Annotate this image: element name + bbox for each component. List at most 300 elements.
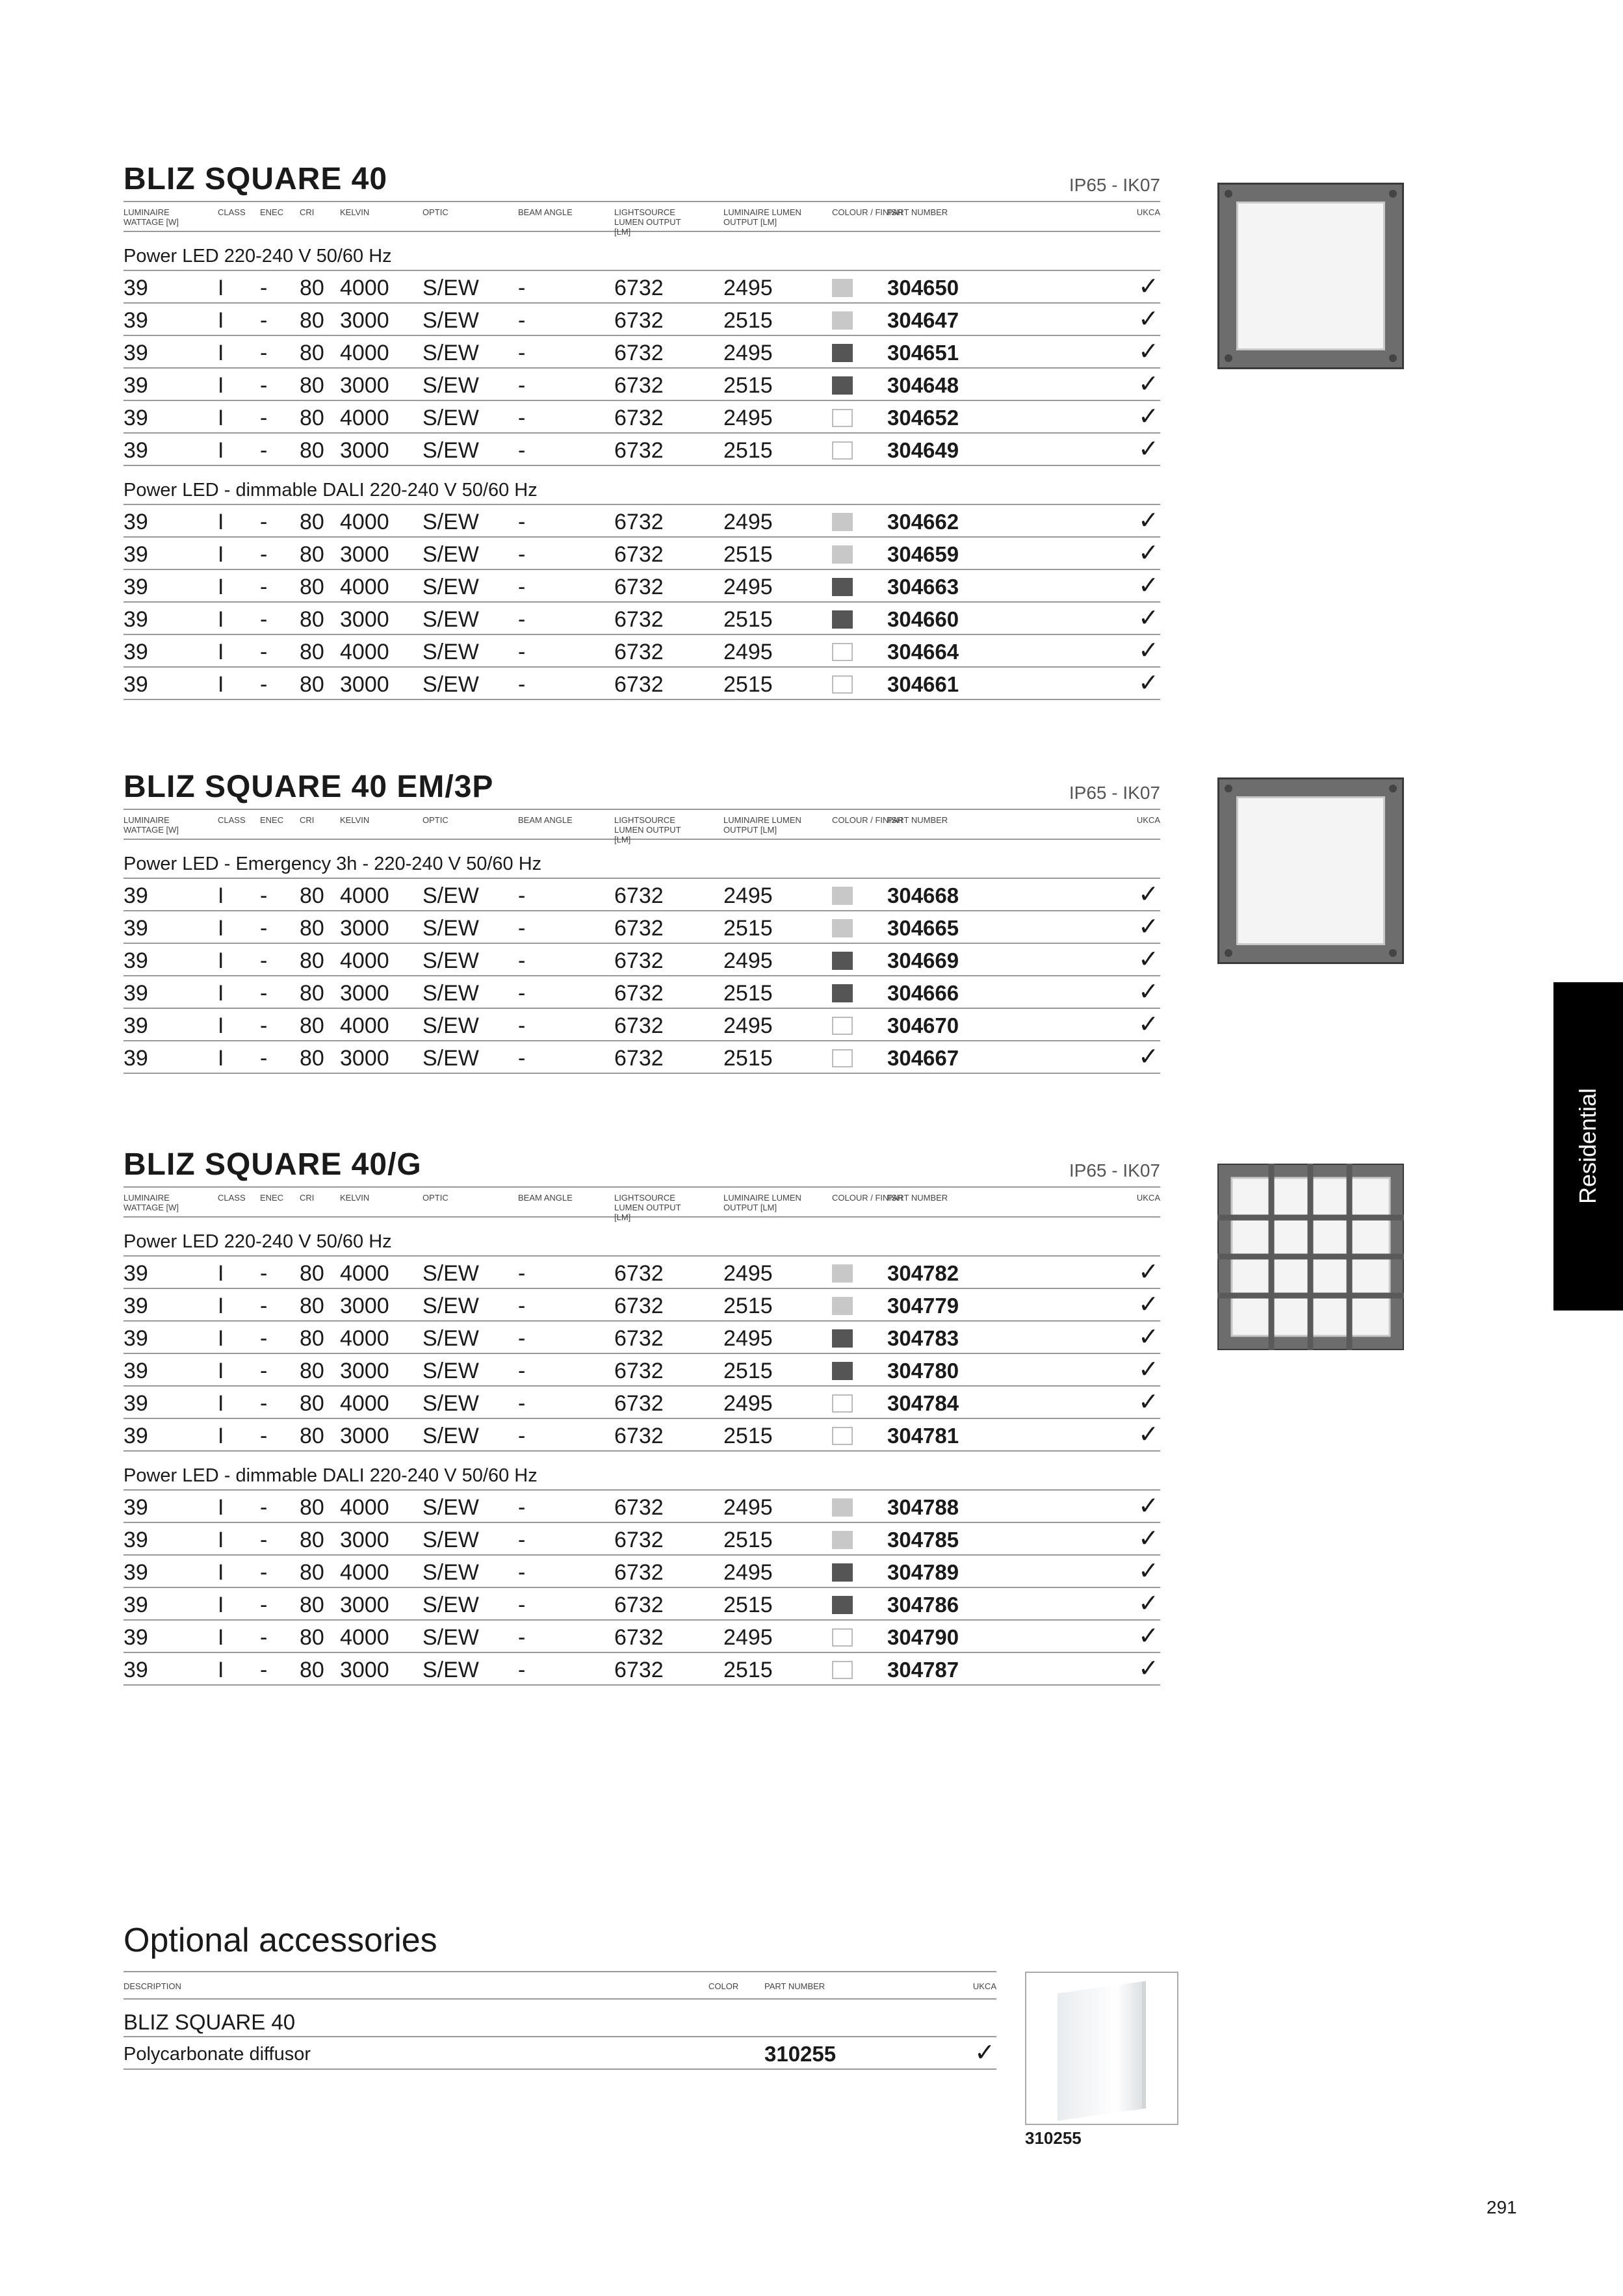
class-value: I <box>218 1495 224 1520</box>
kelvin-value: 4000 <box>340 1391 389 1416</box>
class-value: I <box>218 1391 224 1416</box>
kelvin-value: 4000 <box>340 1495 389 1520</box>
beam-angle-value: - <box>518 1294 526 1318</box>
wattage-value: 39 <box>123 438 148 463</box>
cri-value: 80 <box>300 1495 324 1520</box>
ukca-check-icon: ✓ <box>1138 1043 1159 1071</box>
table-row <box>123 944 1160 976</box>
cri-value: 80 <box>300 276 324 300</box>
ukca-check-icon: ✓ <box>1138 1356 1159 1383</box>
col-cri: CRI <box>300 1193 315 1203</box>
beam-angle-value: - <box>518 1593 526 1617</box>
luminaire-lumen-value: 2515 <box>723 438 773 463</box>
wattage-value: 39 <box>123 1424 148 1448</box>
kelvin-value: 4000 <box>340 1625 389 1650</box>
kelvin-value: 4000 <box>340 341 389 365</box>
ukca-check-icon: ✓ <box>1138 1558 1159 1585</box>
kelvin-value: 3000 <box>340 1658 389 1682</box>
optic-value: S/EW <box>422 1046 479 1071</box>
beam-angle-value: - <box>518 883 526 908</box>
col-enec: ENEC <box>260 815 284 825</box>
enec-value: - <box>260 542 268 567</box>
luminaire-lumen-value: 2515 <box>723 1294 773 1318</box>
colour-swatch <box>832 545 853 564</box>
part-number: 304786 <box>887 1593 959 1617</box>
column-header <box>123 810 1160 844</box>
table-row <box>123 1621 1160 1653</box>
beam-angle-value: - <box>518 1528 526 1552</box>
table-row <box>123 1354 1160 1387</box>
table-row <box>123 505 1160 538</box>
kelvin-value: 4000 <box>340 276 389 300</box>
colour-swatch <box>832 1661 853 1679</box>
cri-value: 80 <box>300 1326 324 1351</box>
colour-swatch <box>832 643 853 661</box>
col-optic: OPTIC <box>422 207 448 217</box>
cri-value: 80 <box>300 1424 324 1448</box>
beam-angle-value: - <box>518 542 526 567</box>
part-number: 304664 <box>887 640 959 664</box>
luminaire-lumen-value: 2515 <box>723 373 773 398</box>
screw <box>1389 949 1397 957</box>
accessory-photo-caption: 310255 <box>1025 2128 1082 2148</box>
optic-value: S/EW <box>422 1658 479 1682</box>
class-value: I <box>218 510 224 534</box>
colour-swatch <box>832 887 853 905</box>
page-number: 291 <box>1487 2197 1517 2217</box>
ukca-check-icon: ✓ <box>1138 540 1159 567</box>
optic-value: S/EW <box>422 883 479 908</box>
lightsource-lumen-value: 6732 <box>614 308 664 333</box>
optic-value: S/EW <box>422 1261 479 1286</box>
optic-value: S/EW <box>422 640 479 664</box>
ukca-check-icon: ✓ <box>1138 338 1159 365</box>
kelvin-value: 4000 <box>340 406 389 430</box>
table-row <box>123 1387 1160 1419</box>
luminaire-lumen-value: 2515 <box>723 607 773 632</box>
cri-value: 80 <box>300 640 324 664</box>
class-value: I <box>218 640 224 664</box>
optic-value: S/EW <box>422 542 479 567</box>
colour-swatch <box>832 984 853 1002</box>
optic-value: S/EW <box>422 276 479 300</box>
table-row <box>123 1009 1160 1041</box>
table-row <box>123 879 1160 911</box>
class-value: I <box>218 981 224 1006</box>
class-value: I <box>218 373 224 398</box>
ukca-check-icon: ✓ <box>1138 946 1159 973</box>
kelvin-value: 3000 <box>340 1424 389 1448</box>
beam-angle-value: - <box>518 1391 526 1416</box>
colour-swatch <box>832 1264 853 1283</box>
col-kelvin: KELVIN <box>340 815 370 825</box>
ukca-check-icon: ✓ <box>1138 1389 1159 1416</box>
table-row <box>123 1491 1160 1523</box>
screw <box>1389 354 1397 362</box>
class-value: I <box>218 948 224 973</box>
cri-value: 80 <box>300 607 324 632</box>
lightsource-lumen-value: 6732 <box>614 1391 664 1416</box>
screw <box>1389 190 1397 198</box>
luminaire-lumen-value: 2515 <box>723 542 773 567</box>
lightsource-lumen-value: 6732 <box>614 883 664 908</box>
beam-angle-value: - <box>518 1326 526 1351</box>
table-row <box>123 271 1160 304</box>
table-row <box>123 369 1160 401</box>
col-wattage: LUMINAIRE WATTAGE [W] <box>123 207 179 227</box>
colour-swatch <box>832 1394 853 1413</box>
kelvin-value: 3000 <box>340 438 389 463</box>
col-enec: ENEC <box>260 1193 284 1203</box>
table-row <box>123 538 1160 570</box>
luminaire-lumen-value: 2515 <box>723 1359 773 1383</box>
lightsource-lumen-value: 6732 <box>614 640 664 664</box>
part-number: 304667 <box>887 1046 959 1070</box>
col-class: CLASS <box>218 207 246 217</box>
luminaire-lumen-value: 2515 <box>723 308 773 333</box>
wattage-value: 39 <box>123 1528 148 1552</box>
product-group <box>123 1218 1160 1452</box>
luminaire-lumen-value: 2495 <box>723 1495 773 1520</box>
accessories-section <box>123 1910 996 2070</box>
colour-swatch <box>832 919 853 937</box>
optic-value: S/EW <box>422 981 479 1006</box>
class-value: I <box>218 916 224 941</box>
luminaire-lumen-value: 2515 <box>723 1528 773 1552</box>
lightsource-lumen-value: 6732 <box>614 406 664 430</box>
kelvin-value: 3000 <box>340 607 389 632</box>
luminaire-lumen-value: 2495 <box>723 1560 773 1585</box>
wattage-value: 39 <box>123 640 148 664</box>
section-title: BLIZ SQUARE 40 EM/3P <box>123 770 494 804</box>
ukca-check-icon: ✓ <box>1138 978 1159 1006</box>
class-value: I <box>218 1013 224 1038</box>
col-wattage: LUMINAIRE WATTAGE [W] <box>123 1193 179 1212</box>
product-photo-bliz-square-40-em3p <box>1217 777 1404 964</box>
lightsource-lumen-value: 6732 <box>614 341 664 365</box>
part-number: 304650 <box>887 276 959 300</box>
colour-swatch <box>832 1531 853 1549</box>
luminaire-lumen-value: 2515 <box>723 916 773 941</box>
section-title: BLIZ SQUARE 40 <box>123 162 388 196</box>
enec-value: - <box>260 308 268 333</box>
optic-value: S/EW <box>422 1625 479 1650</box>
ukca-check-icon: ✓ <box>1138 913 1159 941</box>
lightsource-lumen-value: 6732 <box>614 276 664 300</box>
section-header <box>123 772 1160 810</box>
ukca-check-icon: ✓ <box>1138 1525 1159 1552</box>
part-number: 304665 <box>887 916 959 940</box>
wattage-value: 39 <box>123 672 148 697</box>
col-description: DESCRIPTION <box>123 1981 181 1991</box>
section-bliz-square-40-g <box>123 1147 1160 1686</box>
colour-swatch <box>832 610 853 629</box>
col-class: CLASS <box>218 1193 246 1203</box>
optic-value: S/EW <box>422 607 479 632</box>
kelvin-value: 4000 <box>340 1560 389 1585</box>
section-bliz-square-40-em3p <box>123 772 1160 1074</box>
luminaire-lumen-value: 2495 <box>723 1326 773 1351</box>
kelvin-value: 4000 <box>340 1261 389 1286</box>
kelvin-value: 3000 <box>340 1294 389 1318</box>
ip-rating: IP65 - IK07 <box>1069 175 1160 195</box>
wattage-value: 39 <box>123 1593 148 1617</box>
enec-value: - <box>260 981 268 1006</box>
col-luminaire-lumen: LUMINAIRE LUMEN OUTPUT [LM] <box>723 207 801 227</box>
section-bliz-square-40 <box>123 164 1160 700</box>
cri-value: 80 <box>300 948 324 973</box>
lightsource-lumen-value: 6732 <box>614 1593 664 1617</box>
enec-value: - <box>260 640 268 664</box>
cri-value: 80 <box>300 1593 324 1617</box>
col-luminaire-lumen: LUMINAIRE LUMEN OUTPUT [LM] <box>723 1193 801 1212</box>
lightsource-lumen-value: 6732 <box>614 1046 664 1071</box>
class-value: I <box>218 1528 224 1552</box>
table-row <box>123 1257 1160 1289</box>
wattage-value: 39 <box>123 1013 148 1038</box>
col-color: COLOR <box>708 1981 739 1991</box>
enec-value: - <box>260 1528 268 1552</box>
ukca-check-icon: ✓ <box>1138 1590 1159 1617</box>
col-beam-angle: BEAM ANGLE <box>518 1193 573 1203</box>
enec-value: - <box>260 1013 268 1038</box>
ukca-check-icon: ✓ <box>1138 1493 1159 1520</box>
ukca-check-icon: ✓ <box>1138 306 1159 333</box>
part-number: 304661 <box>887 672 959 696</box>
kelvin-value: 4000 <box>340 510 389 534</box>
section-header <box>123 1147 1160 1188</box>
enec-value: - <box>260 1424 268 1448</box>
wattage-value: 39 <box>123 510 148 534</box>
ukca-check-icon: ✓ <box>1138 273 1159 300</box>
col-optic: OPTIC <box>422 815 448 825</box>
table-row <box>123 434 1160 466</box>
side-tab <box>1553 982 1623 1311</box>
wattage-value: 39 <box>123 607 148 632</box>
ukca-check-icon: ✓ <box>1138 572 1159 599</box>
cri-value: 80 <box>300 341 324 365</box>
part-number: 304785 <box>887 1528 959 1552</box>
ukca-check-icon: ✓ <box>1138 670 1159 697</box>
optic-value: S/EW <box>422 1495 479 1520</box>
product-group <box>123 466 1160 700</box>
table-row <box>123 1289 1160 1322</box>
lightsource-lumen-value: 6732 <box>614 948 664 973</box>
kelvin-value: 3000 <box>340 1528 389 1552</box>
cri-value: 80 <box>300 1359 324 1383</box>
optic-value: S/EW <box>422 1560 479 1585</box>
col-ukca: UKCA <box>1136 1193 1160 1203</box>
col-colour: COLOUR / FINISH <box>832 1193 903 1203</box>
table-row <box>123 1556 1160 1588</box>
col-cri: CRI <box>300 815 315 825</box>
part-number: 304663 <box>887 575 959 599</box>
lens <box>1236 202 1385 350</box>
lightsource-lumen-value: 6732 <box>614 1658 664 1682</box>
class-value: I <box>218 575 224 599</box>
wattage-value: 39 <box>123 373 148 398</box>
colour-swatch <box>832 1297 853 1315</box>
cri-value: 80 <box>300 1391 324 1416</box>
enec-value: - <box>260 1495 268 1520</box>
col-wattage: LUMINAIRE WATTAGE [W] <box>123 815 179 835</box>
table-row <box>123 1588 1160 1621</box>
luminaire-lumen-value: 2495 <box>723 640 773 664</box>
ukca-check-icon: ✓ <box>1138 1421 1159 1448</box>
wattage-value: 39 <box>123 1391 148 1416</box>
cri-value: 80 <box>300 981 324 1006</box>
colour-swatch <box>832 1628 853 1647</box>
lightsource-lumen-value: 6732 <box>614 1359 664 1383</box>
colour-swatch <box>832 1596 853 1614</box>
class-value: I <box>218 1424 224 1448</box>
wattage-value: 39 <box>123 308 148 333</box>
kelvin-value: 3000 <box>340 672 389 697</box>
enec-value: - <box>260 1294 268 1318</box>
lightsource-lumen-value: 6732 <box>614 542 664 567</box>
cri-value: 80 <box>300 406 324 430</box>
optic-value: S/EW <box>422 1326 479 1351</box>
cri-value: 80 <box>300 883 324 908</box>
beam-angle-value: - <box>518 341 526 365</box>
kelvin-value: 3000 <box>340 916 389 941</box>
part-number: 304649 <box>887 438 959 462</box>
class-value: I <box>218 883 224 908</box>
enec-value: - <box>260 916 268 941</box>
luminaire-lumen-value: 2495 <box>723 276 773 300</box>
luminaire-lumen-value: 2495 <box>723 883 773 908</box>
kelvin-value: 3000 <box>340 542 389 567</box>
enec-value: - <box>260 1046 268 1071</box>
col-kelvin: KELVIN <box>340 1193 370 1203</box>
ukca-check-icon: ✓ <box>1138 436 1159 463</box>
accessory-photo-diffusor <box>1025 1972 1178 2125</box>
colour-swatch <box>832 1563 853 1582</box>
col-optic: OPTIC <box>422 1193 448 1203</box>
ukca-check-icon: ✓ <box>1138 605 1159 632</box>
lightsource-lumen-value: 6732 <box>614 1326 664 1351</box>
group-label: Power LED 220-240 V 50/60 Hz <box>123 1218 1160 1257</box>
col-enec: ENEC <box>260 207 284 217</box>
colour-swatch <box>832 1427 853 1445</box>
lightsource-lumen-value: 6732 <box>614 373 664 398</box>
kelvin-value: 4000 <box>340 883 389 908</box>
table-row <box>123 336 1160 369</box>
col-lightsource-lumen: LIGHTSOURCE LUMEN OUTPUT [LM] <box>614 207 681 237</box>
beam-angle-value: - <box>518 948 526 973</box>
beam-angle-value: - <box>518 373 526 398</box>
screw <box>1389 785 1397 792</box>
part-number: 304783 <box>887 1326 959 1350</box>
beam-angle-value: - <box>518 1359 526 1383</box>
section-title: BLIZ SQUARE 40/G <box>123 1147 422 1182</box>
part-number: 304780 <box>887 1359 959 1383</box>
optic-value: S/EW <box>422 575 479 599</box>
group-label: Power LED 220-240 V 50/60 Hz <box>123 232 1160 271</box>
class-value: I <box>218 438 224 463</box>
class-value: I <box>218 1359 224 1383</box>
beam-angle-value: - <box>518 1046 526 1071</box>
cri-value: 80 <box>300 1528 324 1552</box>
part-number: 304670 <box>887 1013 959 1037</box>
col-lightsource-lumen: LIGHTSOURCE LUMEN OUTPUT [LM] <box>614 1193 681 1222</box>
lightsource-lumen-value: 6732 <box>614 575 664 599</box>
part-number: 304782 <box>887 1261 959 1285</box>
wattage-value: 39 <box>123 1359 148 1383</box>
product-photo-bliz-square-40-g <box>1217 1164 1404 1350</box>
colour-swatch <box>832 578 853 596</box>
table-row <box>123 668 1160 700</box>
luminaire-lumen-value: 2515 <box>723 1046 773 1071</box>
ukca-check-icon: ✓ <box>1138 1324 1159 1351</box>
col-part-number: PART NUMBER <box>887 1193 948 1203</box>
part-number: 304784 <box>887 1391 959 1415</box>
lightsource-lumen-value: 6732 <box>614 1528 664 1552</box>
part-number: 304659 <box>887 542 959 566</box>
beam-angle-value: - <box>518 1560 526 1585</box>
product-photo-bliz-square-40 <box>1217 183 1404 369</box>
col-ukca: UKCA <box>1136 815 1160 825</box>
luminaire-lumen-value: 2515 <box>723 1658 773 1682</box>
enec-value: - <box>260 1625 268 1650</box>
optic-value: S/EW <box>422 308 479 333</box>
colour-swatch <box>832 409 853 427</box>
class-value: I <box>218 1593 224 1617</box>
product-group <box>123 840 1160 1074</box>
colour-swatch <box>832 311 853 330</box>
col-ukca: UKCA <box>1136 207 1160 217</box>
enec-value: - <box>260 1391 268 1416</box>
lightsource-lumen-value: 6732 <box>614 1294 664 1318</box>
beam-angle-value: - <box>518 510 526 534</box>
kelvin-value: 4000 <box>340 1013 389 1038</box>
luminaire-lumen-value: 2495 <box>723 406 773 430</box>
luminaire-lumen-value: 2495 <box>723 510 773 534</box>
wattage-value: 39 <box>123 1625 148 1650</box>
enec-value: - <box>260 1359 268 1383</box>
product-group <box>123 232 1160 466</box>
cri-value: 80 <box>300 1294 324 1318</box>
optic-value: S/EW <box>422 438 479 463</box>
class-value: I <box>218 542 224 567</box>
class-value: I <box>218 672 224 697</box>
group-label: Power LED - dimmable DALI 220-240 V 50/60 Hz <box>123 466 1160 505</box>
wattage-value: 39 <box>123 948 148 973</box>
wattage-value: 39 <box>123 1560 148 1585</box>
class-value: I <box>218 607 224 632</box>
beam-angle-value: - <box>518 640 526 664</box>
col-class: CLASS <box>218 815 246 825</box>
enec-value: - <box>260 276 268 300</box>
class-value: I <box>218 1294 224 1318</box>
lightsource-lumen-value: 6732 <box>614 1495 664 1520</box>
colour-swatch <box>832 1017 853 1035</box>
enec-value: - <box>260 510 268 534</box>
enec-value: - <box>260 883 268 908</box>
enec-value: - <box>260 948 268 973</box>
col-kelvin: KELVIN <box>340 207 370 217</box>
part-number: 304669 <box>887 948 959 972</box>
enec-value: - <box>260 438 268 463</box>
wattage-value: 39 <box>123 406 148 430</box>
beam-angle-value: - <box>518 575 526 599</box>
accessories-column-header <box>123 1972 996 2000</box>
part-number: 304647 <box>887 308 959 332</box>
enec-value: - <box>260 406 268 430</box>
optic-value: S/EW <box>422 510 479 534</box>
beam-angle-value: - <box>518 308 526 333</box>
lightsource-lumen-value: 6732 <box>614 1261 664 1286</box>
